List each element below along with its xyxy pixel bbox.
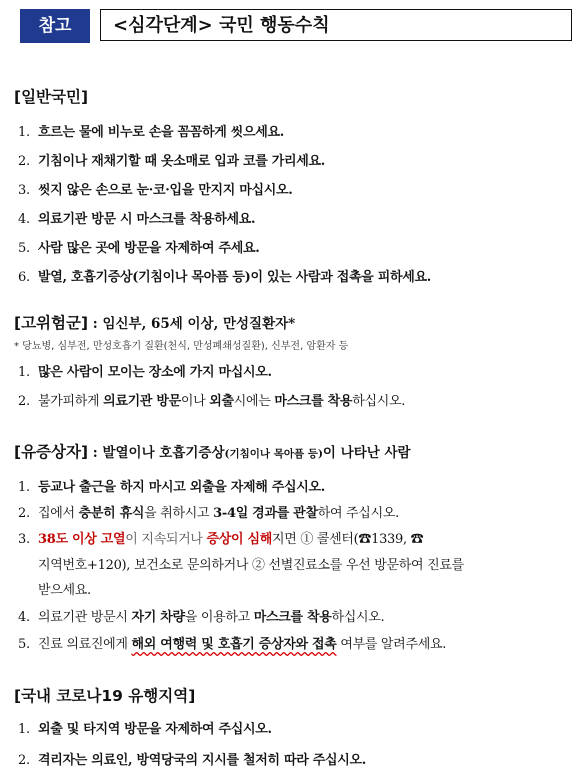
list-item: 3. 38도 이상 고열이 지속되거나 증상이 심해지면 ① 콜센터(☎1339, ☎ (18, 532, 424, 547)
list-item: 3. 씻지 않은 손으로 눈·코·입을 만지지 마십시오. (18, 183, 293, 198)
list-item: 5. 사람 많은 곳에 방문을 자제하여 주세요. (18, 241, 260, 256)
list-item: 1. 많은 사람이 모이는 장소에 가지 마십시오. (18, 365, 272, 380)
list-item: 6. 발열, 호흡기증상(기침이나 목아픔 등)이 있는 사람과 접촉을 피하세요. (18, 270, 431, 285)
list-item: 1. 등교나 출근을 하지 마시고 외출을 자제해 주십시오. (18, 480, 325, 495)
list-item: 4. 의료기관 방문 시 마스크를 착용하세요. (18, 212, 256, 227)
reference-badge: 참고 (20, 9, 90, 43)
footnote: * 당뇨병, 심부전, 만성호흡기 질환(천식, 만성폐쇄성질환), 신부전, 암환자 등 (14, 341, 349, 352)
list-item-continuation: 지역번호+120), 보건소로 문의하거나 ② 선별진료소를 우선 방문하여 진료를 (38, 558, 464, 573)
section-title-symptomatic: [유증상자] : 발열이나 호흡기증상(기침이나 목아픔 등)이 나타난 사람 (14, 443, 411, 461)
list-item-continuation: 받으세요. (38, 583, 91, 598)
list-item: 2. 집에서 충분히 휴식을 취하시고 3-4일 경과를 관찰하여 주십시오. (18, 506, 399, 521)
section-title-highrisk: [고위험군] : 임신부, 65세 이상, 만성질환자* (14, 314, 296, 332)
list-item: 1. 흐르는 물에 비누로 손을 꼼꼼하게 씻으세요. (18, 125, 284, 140)
section-subtitle-highrisk: : 임신부, 65세 이상, 만성질환자* (88, 316, 296, 332)
section-title-general: [일반국민] (14, 88, 89, 106)
list-item: 4. 의료기관 방문시 자기 차량을 이용하고 마스크를 착용하십시오. (18, 610, 385, 625)
list-item: 2. 격리자는 의료인, 방역당국의 지시를 철저히 따라 주십시오. (18, 753, 366, 768)
list-item: 5. 진료 의료진에게 해외 여행력 및 호흡기 증상자와 접촉 여부를 알려주세요. (18, 637, 447, 652)
list-item: 2. 불가피하게 의료기관 방문이나 외출시에는 마스크를 착용하십시오. (18, 394, 406, 409)
section-title-region: [국내 코로나19 유행지역] (14, 687, 196, 705)
header (20, 9, 574, 43)
list-item: 2. 기침이나 재채기할 때 옷소매로 입과 코를 가리세요. (18, 154, 325, 169)
page-title: <심각단계> 국민 행동수칙 (100, 9, 572, 41)
list-item: 1. 외출 및 타지역 방문을 자제하여 주십시오. (18, 722, 272, 737)
